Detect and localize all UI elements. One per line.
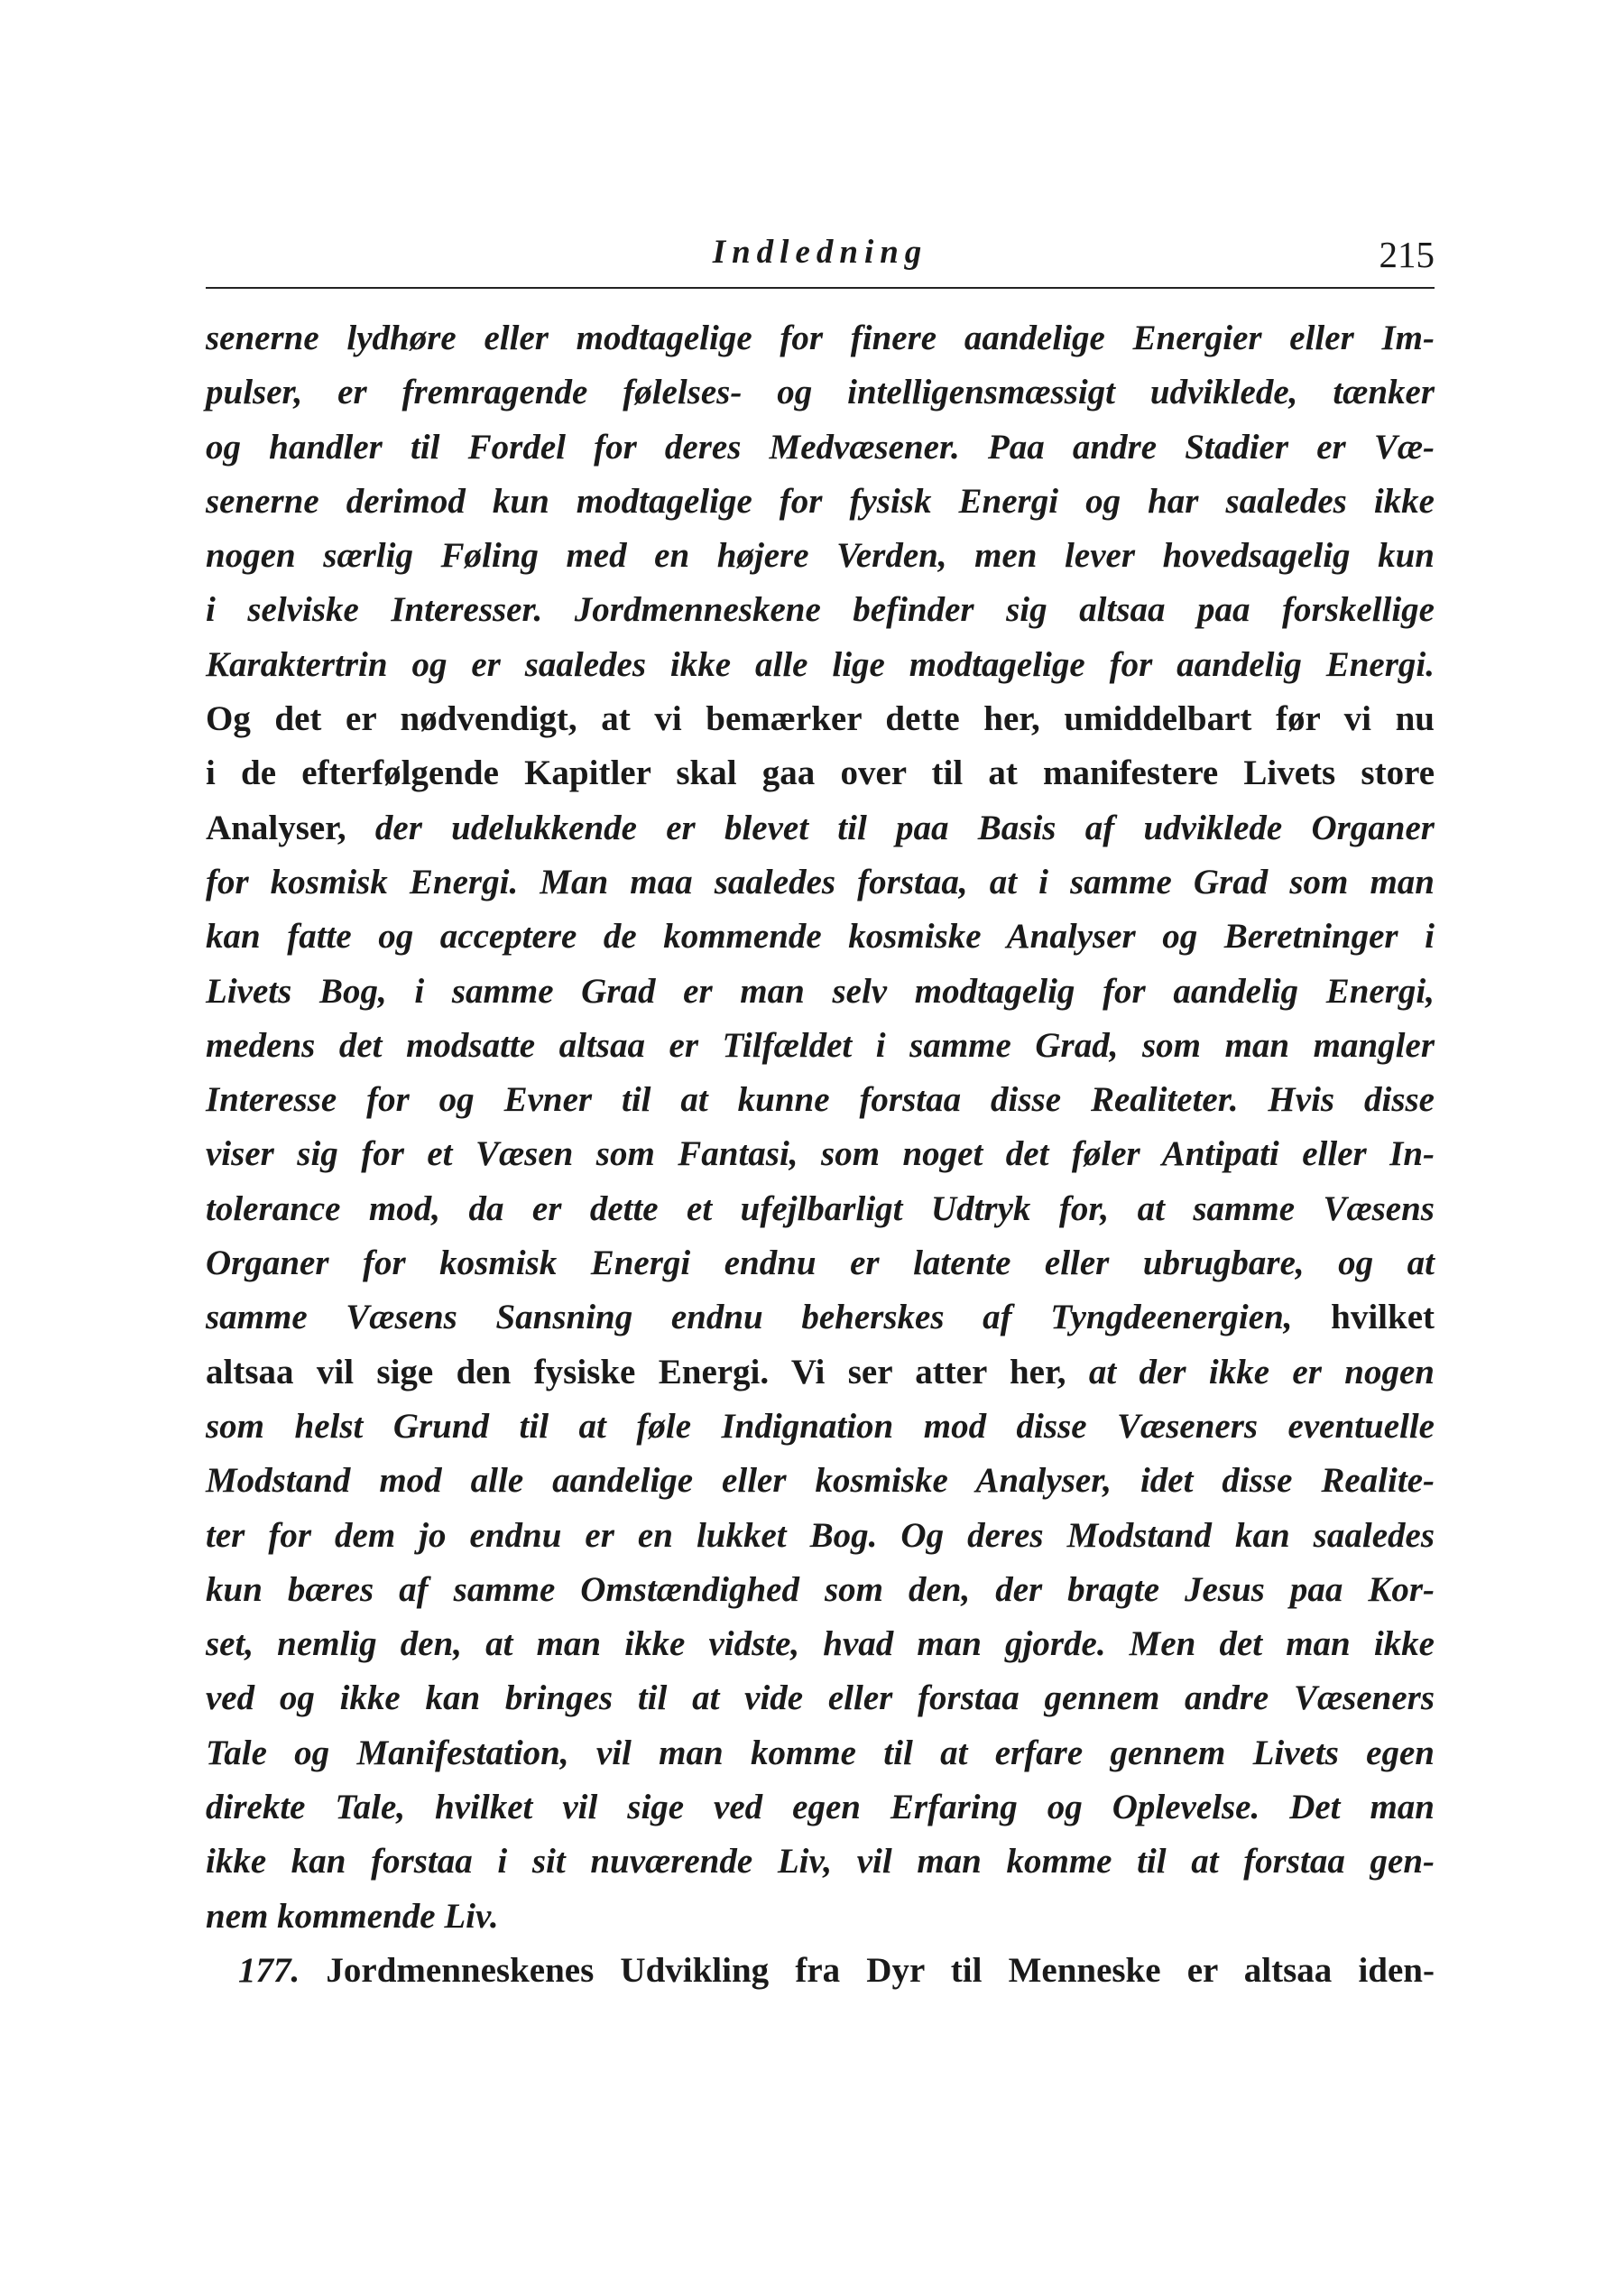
text-line [206,801,1435,855]
italic-text-segment: kun bæres af samme Omstændighed som den, der bragte Jesus paa Kor- [206,1569,1435,1609]
italic-text-segment: viser sig for et Væsen som Fantasi, som noget det føler Antipati eller In- [206,1134,1435,1174]
text-segment: Analyser, [206,808,375,847]
text-line [206,1617,1435,1671]
italic-text-segment: set, nemlig den, at man ikke vidste, hvad man gjorde. Men det man ikke [206,1624,1435,1664]
italic-text-segment: direkte Tale, hvilket vil sige ved egen Erfaring og Oplevelse. Det man [206,1788,1435,1827]
text-line [206,638,1435,692]
italic-text-segment: samme Væsens Sansning endnu beherskes af Tyngdeenergien, [206,1298,1293,1337]
text-segment: Jordmenneskenes Udvikling fra Dyr til Menneske er altsaa iden- [300,1950,1435,1990]
text-line [206,529,1435,583]
text-line [206,421,1435,475]
italic-text-segment: for kosmisk Energi. Man maa saaledes forstaa, at i samme Grad som man [206,862,1435,901]
text-line [206,1073,1435,1127]
page-header [206,233,1435,289]
text-line [206,365,1435,420]
italic-text-segment: Livets Bog, i samme Grad er man selv modtagelig for aandelig Energi, [206,971,1435,1011]
italic-text-segment: pulser, er fremragende følelses- og intelligensmæssigt udviklede, tænker [206,373,1435,412]
text-segment: altsaa vil sige den fysiske Energi. Vi ser atter her, [206,1352,1089,1392]
italic-text-segment: senerne lydhøre eller modtagelige for finere aandelige Energier eller Im- [206,319,1435,357]
text-line [206,1726,1435,1780]
text-line [206,1182,1435,1236]
italic-text-segment: at der ikke er nogen [1088,1352,1435,1392]
text-line [206,692,1435,746]
italic-text-segment: Modstand mod alle aandelige eller kosmiske Analyser, idet disse Realite- [206,1461,1435,1501]
text-line [206,855,1435,910]
text-line [206,1890,1435,1944]
running-title: Indledning [712,234,928,271]
text-segment: i de efterfølgende Kapitler skal gaa over til at manifestere Livets store [206,754,1435,793]
page-number: 215 [1379,234,1435,275]
italic-text-segment: der udelukkende er blevet til paa Basis af udviklede Organer [374,808,1435,847]
text-line [206,1290,1435,1345]
text-segment: hvilket [1292,1298,1435,1337]
italic-text-segment: kan fatte og acceptere de kommende kosmiske Analyser og Beretninger i [206,917,1435,957]
italic-text-segment: senerne derimod kun modtagelige for fysisk Energi og har saaledes ikke [206,481,1435,521]
text-line [206,746,1435,800]
italic-text-segment: Organer for kosmisk Energi endnu er latente eller ubrugbare, og at [206,1244,1435,1283]
italic-text-segment: ikke kan forstaa i sit nuværende Liv, vil man komme til at forstaa gen- [206,1842,1435,1882]
text-line [206,1127,1435,1181]
italic-text-segment: 177. [238,1950,300,1990]
italic-text-segment: som helst Grund til at føle Indignation mod disse Væseners eventuelle [206,1406,1435,1446]
text-line [206,965,1435,1019]
italic-text-segment: nem kommende Liv. [206,1896,499,1936]
text-line [206,475,1435,529]
italic-text-segment: ved og ikke kan bringes til at vide eller forstaa gennem andre Væseners [206,1678,1435,1718]
text-line [206,583,1435,637]
italic-text-segment: tolerance mod, da er dette et ufejlbarligt Udtryk for, at samme Væsens [206,1188,1435,1228]
text-line [206,311,1435,365]
text-line [206,1345,1435,1400]
text-line [206,1509,1435,1563]
text-line [206,1835,1435,1889]
italic-text-segment: i selviske Interesser. Jordmenneskene befinder sig altsaa paa forskellige [206,590,1435,630]
body-text [206,311,1435,1998]
italic-text-segment: Tale og Manifestation, vil man komme til at erfare gennem Livets egen [206,1733,1435,1772]
text-line [206,1454,1435,1508]
italic-text-segment: og handler til Fordel for deres Medvæsener. Paa andre Stadier er Væ- [206,427,1435,467]
text-line [206,1236,1435,1290]
italic-text-segment: Karaktertrin og er saaledes ikke alle lige modtagelige for aandelig Energi. [206,644,1435,684]
text-line [206,1019,1435,1073]
text-line [206,1400,1435,1454]
text-line [206,1563,1435,1617]
italic-text-segment: medens det modsatte altsaa er Tilfældet i samme Grad, som man mangler [206,1025,1435,1065]
text-segment: Og det er nødvendigt, at vi bemærker dette her, umiddelbart før vi nu [206,699,1435,739]
text-line [206,1944,1435,1998]
italic-text-segment: Interesse for og Evner til at kunne forstaa disse Realiteter. Hvis disse [206,1080,1435,1120]
italic-text-segment: nogen særlig Føling med en højere Verden, men lever hovedsagelig kun [206,536,1435,576]
text-line [206,1780,1435,1835]
text-line [206,910,1435,964]
italic-text-segment: ter for dem jo endnu er en lukket Bog. Og deres Modstand kan saaledes [206,1515,1435,1555]
text-line [206,1671,1435,1725]
